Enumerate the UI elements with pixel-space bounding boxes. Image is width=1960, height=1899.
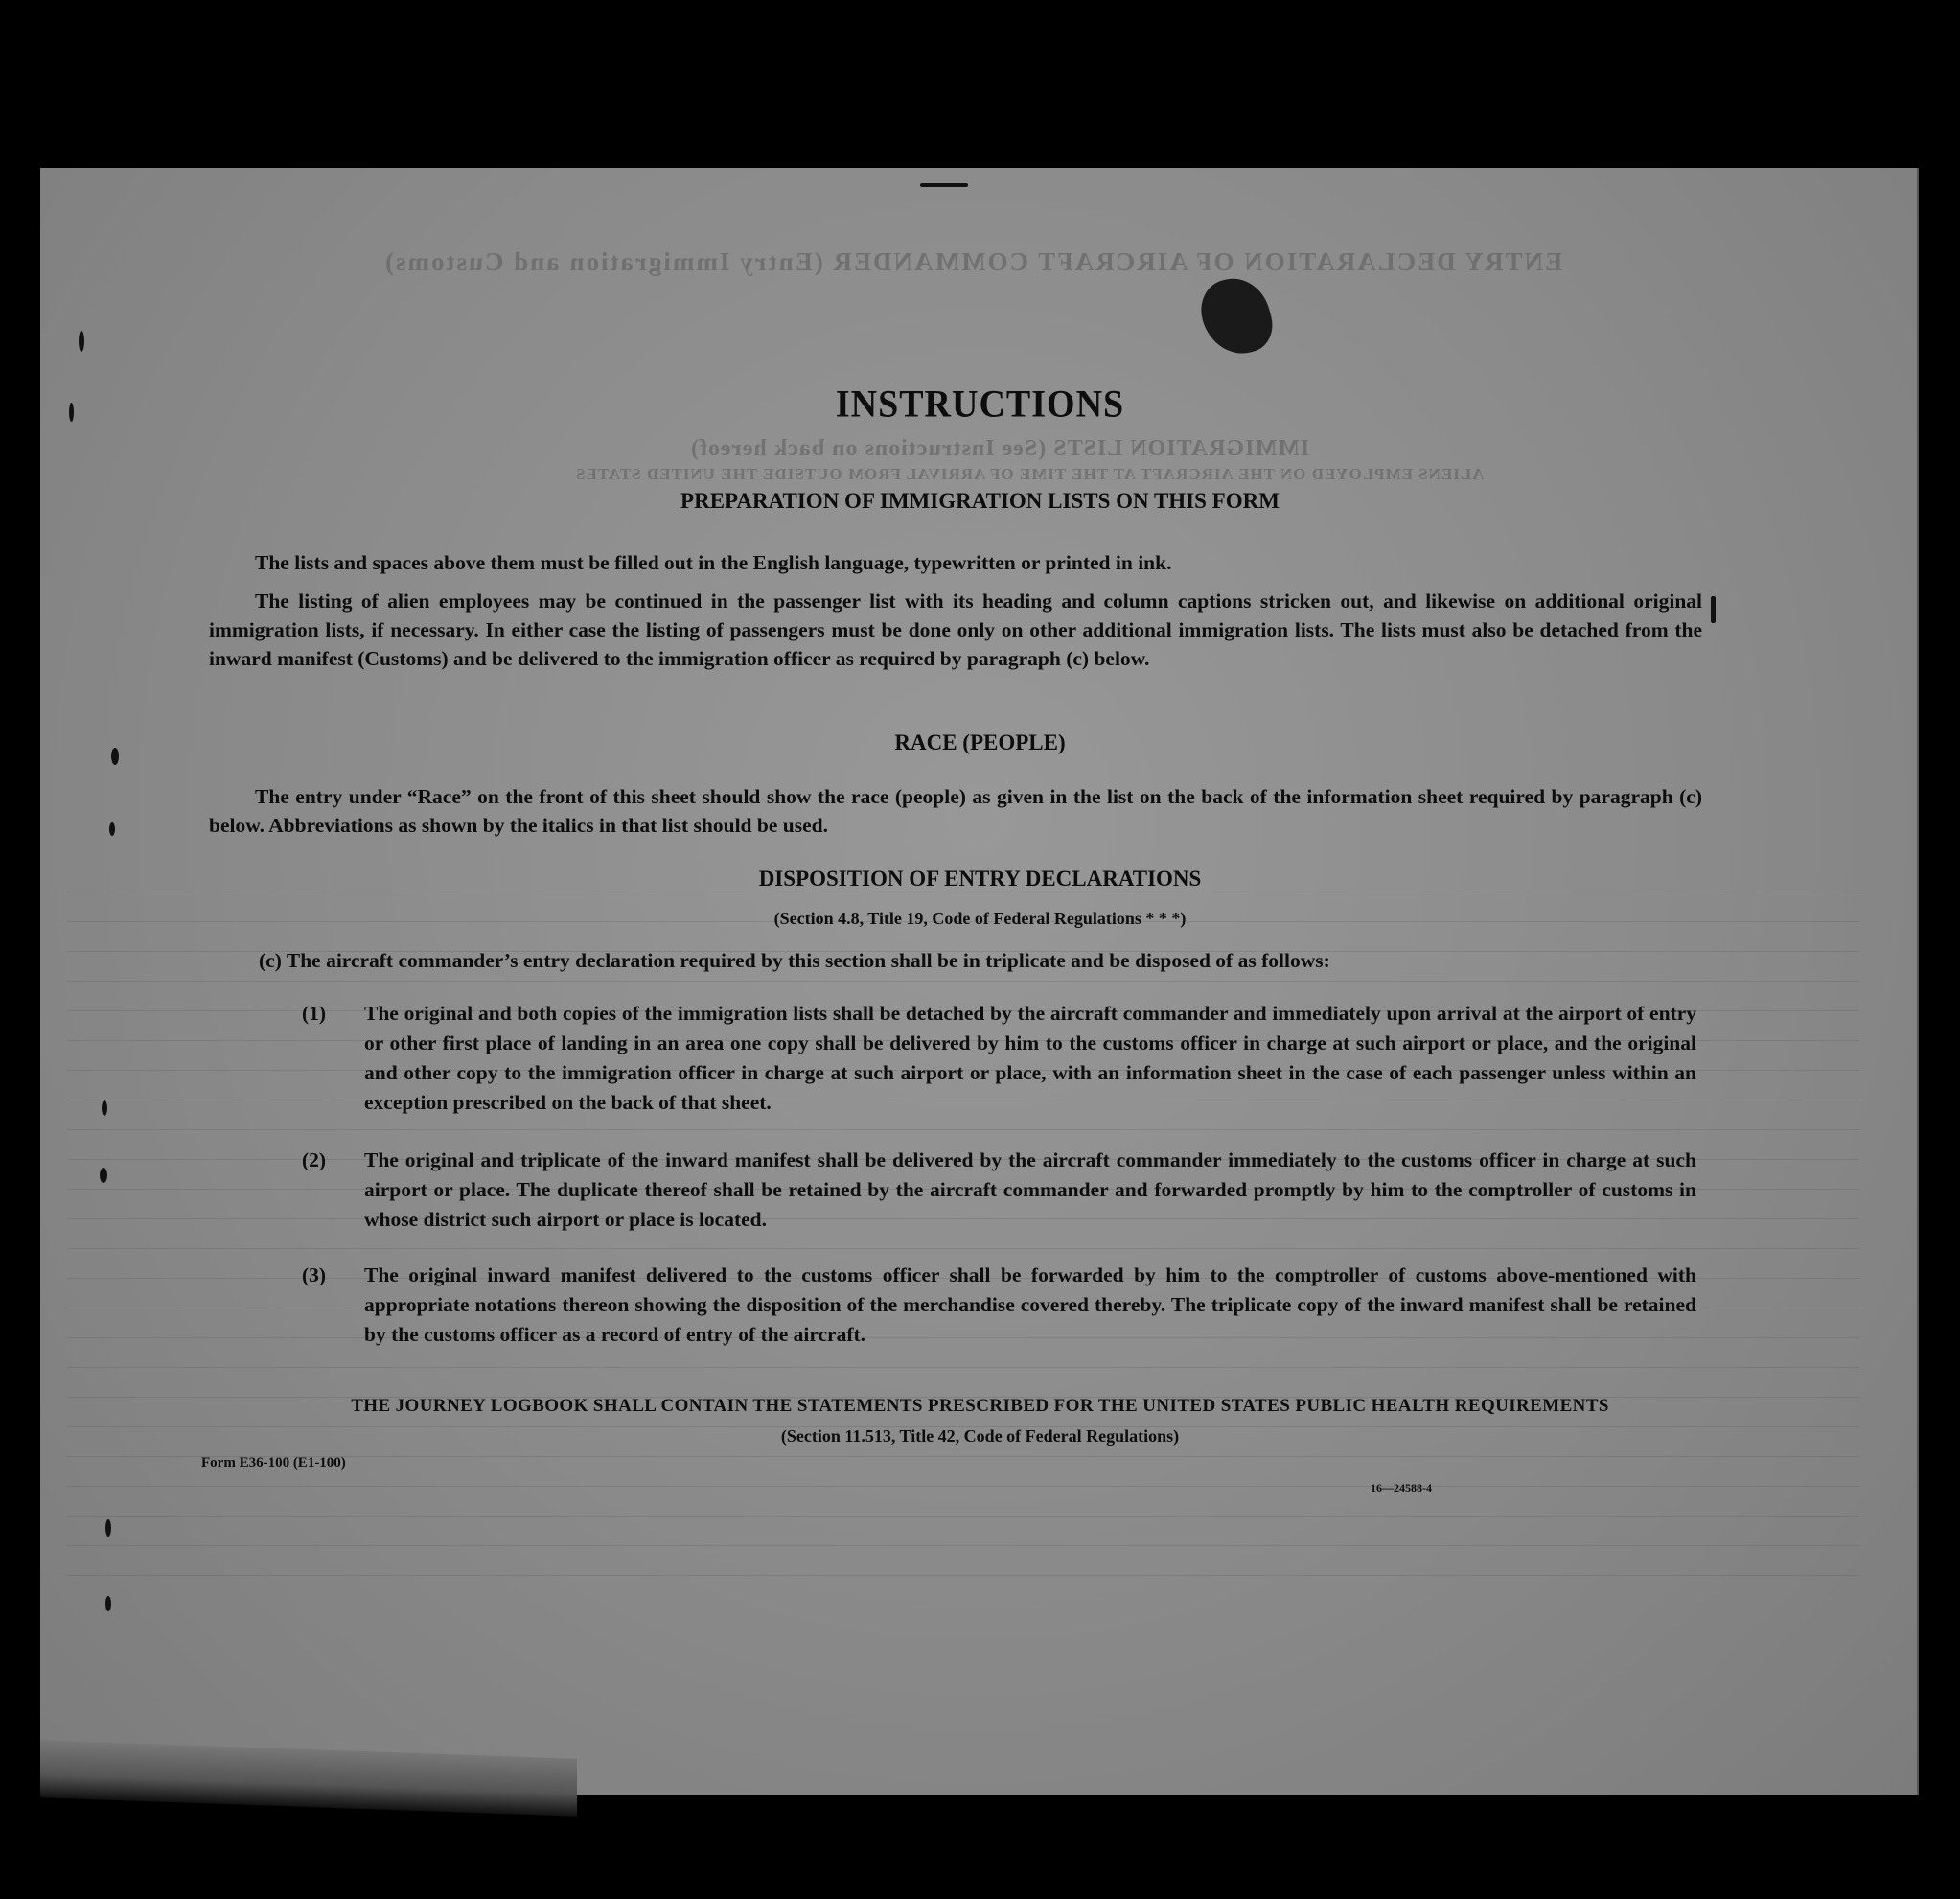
bleed-through-text: IMMIGRATION LISTS (See Instructions on back hereof) <box>690 436 1310 461</box>
preparation-paragraph-2: The listing of alien employees may be continued in the passenger list with its heading and column captions stricken out, and likewise on additional original immigration lists, if necessary. In either case the listing of passengers must be done only on other additional immigration lists. The lists must also be detached from the inward manifest (Customs) and be delivered to the immigration officer as required by paragraph (c) below. <box>209 590 1702 670</box>
logbook-heading: THE JOURNEY LOGBOOK SHALL CONTAIN THE STATEMENTS PRESCRIBED FOR THE UNITED STATES PUBLIC HEALTH REQUIREMENTS <box>351 1396 1609 1416</box>
section-heading-disposition: DISPOSITION OF ENTRY DECLARATIONS <box>758 867 1202 891</box>
form-number: Form E36-100 (E1-100) <box>201 1455 346 1471</box>
bleed-through-text: ENTRY DECLARATION OF AIRCRAFT COMMANDER (Entry Immigration and Customs) <box>383 247 1563 276</box>
disposition-item <box>302 1146 1696 1235</box>
page-title: INSTRUCTIONS <box>835 382 1125 427</box>
item-text: The original inward manifest delivered to the customs officer shall be forwarded by him to the comptroller of customs above-mentioned with appropriate notations thereon showing the disposition of the merchandise covered thereby. The triplicate copy of the inward manifest shall be retained by the customs officer as a record of entry of the aircraft. <box>364 1263 1696 1346</box>
disposition-item <box>302 999 1696 1118</box>
item-number: (1) <box>302 1002 327 1025</box>
print-code: 16—24588-4 <box>1371 1481 1432 1494</box>
item-text: The original and triplicate of the inward manifest shall be delivered by the aircraft commander immediately to the customs officer in charge at such airport or place. The duplicate thereof shall be retained by the aircraft commander and forwarded promptly by him to the comptroller of customs in whose district such airport or place is located. <box>364 1148 1696 1231</box>
disposition-item <box>302 1261 1696 1350</box>
item-number: (2) <box>302 1148 327 1171</box>
item-text: The original and both copies of the immigration lists shall be detached by the aircraft commander and immediately upon arrival at the airport of entry or other first place of landing in an area one copy shall be delivered by him to the customs officer in charge at such airport or place, and the original and other copy to the immigration officer in charge at such airport or place, with an information sheet in the case of each passenger unless within an exception prescribed on the back of that sheet. <box>364 1002 1696 1114</box>
bleed-through-text: ALIENS EMPLOYED ON THE AIRCRAFT AT THE TIME OF ARRIVAL FROM OUTSIDE THE UNITED STATES <box>575 465 1485 483</box>
item-number: (3) <box>302 1263 327 1286</box>
race-paragraph: The entry under “Race” on the front of this sheet should show the race (people) as given in the list on the back of the information sheet required by paragraph (c) below. Abbreviations as shown by the italics in that list should be used. <box>209 785 1702 837</box>
logbook-citation: (Section 11.513, Title 42, Code of Federal Regulations) <box>780 1426 1180 1446</box>
section-heading-preparation: PREPARATION OF IMMIGRATION LISTS ON THIS FORM <box>680 489 1280 513</box>
disposition-citation: (Section 4.8, Title 19, Code of Federal Regulations * * *) <box>773 909 1187 928</box>
preparation-paragraph-1: The lists and spaces above them must be filled out in the English language, typewritten or printed in ink. <box>255 551 1172 574</box>
disposition-intro: (c) The aircraft commander’s entry declaration required by this section shall be in triplicate and be disposed of as follows: <box>259 949 1330 972</box>
section-heading-race: RACE (PEOPLE) <box>894 730 1066 754</box>
